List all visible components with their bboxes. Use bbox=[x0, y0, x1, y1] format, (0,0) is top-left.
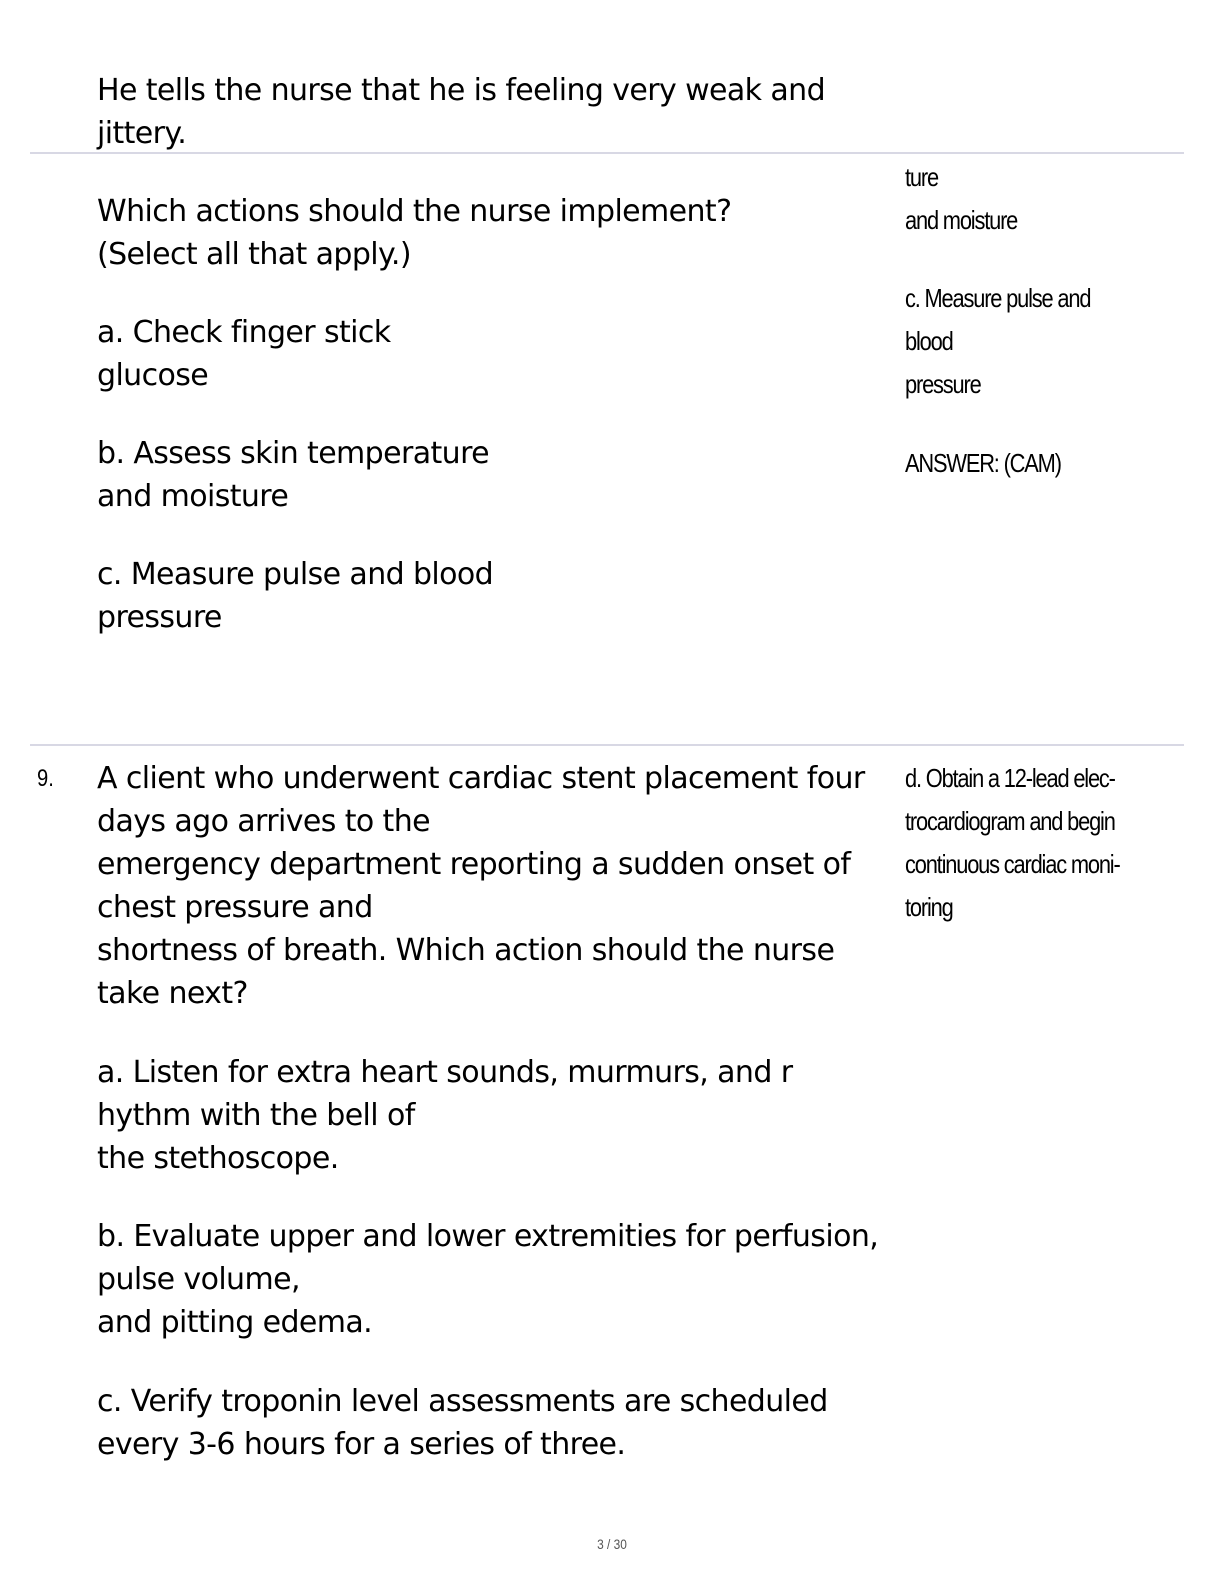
q9-option-b: b. Evaluate upper and lower extremities for perfusion, pulse volume, and pitting edema. bbox=[97, 1219, 879, 1340]
q8-answer-label: ANSWER: (CAM) bbox=[905, 448, 1061, 478]
row-divider bbox=[30, 152, 1184, 154]
page-number: 3 / 30 bbox=[597, 1536, 627, 1552]
row-divider bbox=[30, 744, 1184, 746]
q9-number: 9. bbox=[37, 765, 54, 792]
q8-option-a: a. Check finger stick glucose bbox=[97, 315, 391, 393]
q8-option-c: c. Measure pulse and blood pressure bbox=[97, 557, 494, 635]
q9-answer: d. Obtain a 12-lead elec- trocardiogram and begin continuous cardiac moni- toring bbox=[905, 763, 1120, 922]
q8-intro-text: He tells the nurse that he is feeling very weak and jittery. bbox=[97, 73, 826, 151]
q8-option-b: b. Assess skin temperature and moisture bbox=[97, 436, 490, 514]
q9-option-c: c. Verify troponin level assessments are scheduled every 3-6 hours for a series of three. bbox=[97, 1384, 828, 1462]
q8-answer-continued: ture and moisture bbox=[905, 162, 1018, 235]
q9-question-text: A client who underwent cardiac stent placement four days ago arrives to the emergency department reporting a sudden onset of chest pressure and shortness of breath. Which action should the nurse take next? bbox=[97, 761, 865, 1011]
q8-answer-option-c: c. Measure pulse and blood pressure bbox=[905, 283, 1091, 399]
q8-question-text: Which actions should the nurse implement? (Select all that apply.) bbox=[97, 194, 732, 272]
q9-option-a: a. Listen for extra heart sounds, murmurs, and r hythm with the bell of the stethoscope. bbox=[97, 1055, 793, 1176]
